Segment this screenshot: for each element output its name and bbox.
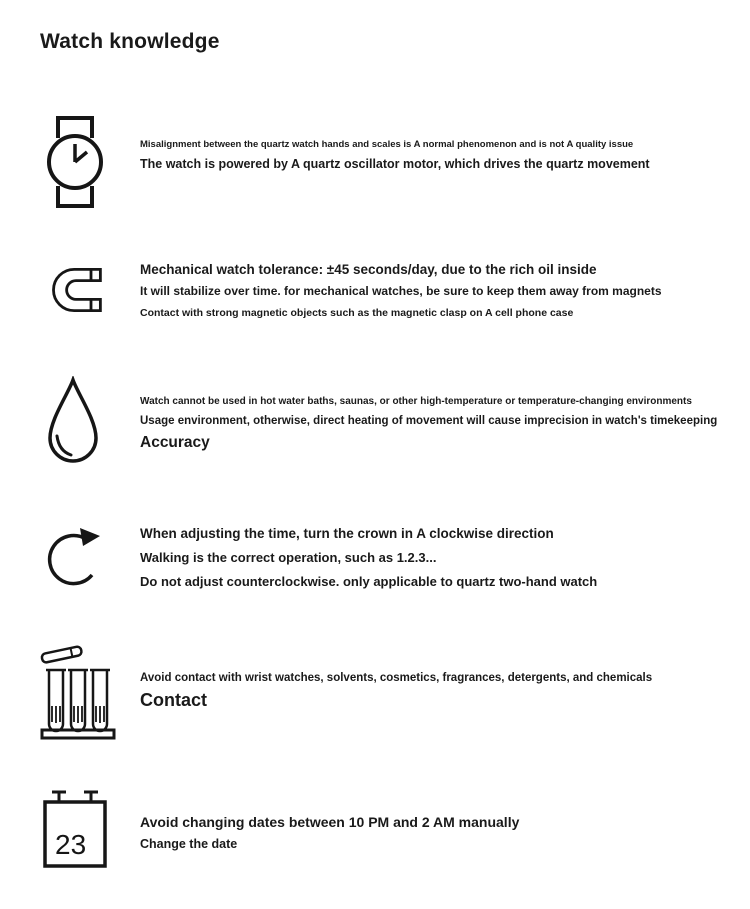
section-power-line2: The watch is powered by A quartz oscillator motor, which drives the quartz movement xyxy=(140,157,650,171)
rotate-clockwise-icon xyxy=(44,522,106,592)
section-magnet-text xyxy=(140,262,662,319)
section-chemicals-line2: Contact xyxy=(140,690,207,710)
section-crown-line3: Do not adjust counterclockwise. only applicable to quartz two-hand watch xyxy=(140,574,598,589)
section-magnet-line1: Mechanical watch tolerance: ±45 seconds/day, due to the rich oil inside xyxy=(140,262,597,277)
section-power-line1: Misalignment between the quartz watch hands and scales is A normal phenomenon and is not A quality issue xyxy=(140,139,634,150)
section-temperature-line1: Watch cannot be used in hot water baths, saunas, or other high-temperature or temperature-changing environments xyxy=(140,396,692,407)
section-temperature-line2: Usage environment, otherwise, direct heating of movement will cause imprecision in watch's timekeeping xyxy=(140,415,718,427)
section-date-line1: Avoid changing dates between 10 PM and 2 AM manually xyxy=(140,814,520,830)
calendar-day-number: 23 xyxy=(55,829,87,860)
magnet-icon xyxy=(46,258,106,322)
calendar-icon xyxy=(42,786,108,870)
page-title: Watch knowledge xyxy=(40,30,220,53)
section-crown-text xyxy=(140,526,597,589)
section-date-line2: Change the date xyxy=(140,837,238,851)
section-date-text xyxy=(140,814,519,851)
section-chemicals-text xyxy=(140,672,652,711)
section-chemicals-line1: Avoid contact with wrist watches, solvents, cosmetics, fragrances, detergents, and chemicals xyxy=(140,672,653,684)
section-power-text xyxy=(140,139,650,171)
test-tubes-icon xyxy=(40,640,116,744)
water-drop-icon xyxy=(44,376,102,474)
section-temperature-text xyxy=(140,396,717,452)
section-magnet-line3: Contact with strong magnetic objects such as the magnetic clasp on A cell phone case xyxy=(140,307,574,319)
section-crown-line1: When adjusting the time, turn the crown in A clockwise direction xyxy=(140,526,554,541)
section-temperature-line3: Accuracy xyxy=(140,434,210,451)
section-crown-line2: Walking is the correct operation, such as 1.2.3... xyxy=(140,550,437,565)
section-magnet-line2: It will stabilize over time. for mechanical watches, be sure to keep them away from magnets xyxy=(140,284,662,298)
watch-icon xyxy=(44,112,106,212)
